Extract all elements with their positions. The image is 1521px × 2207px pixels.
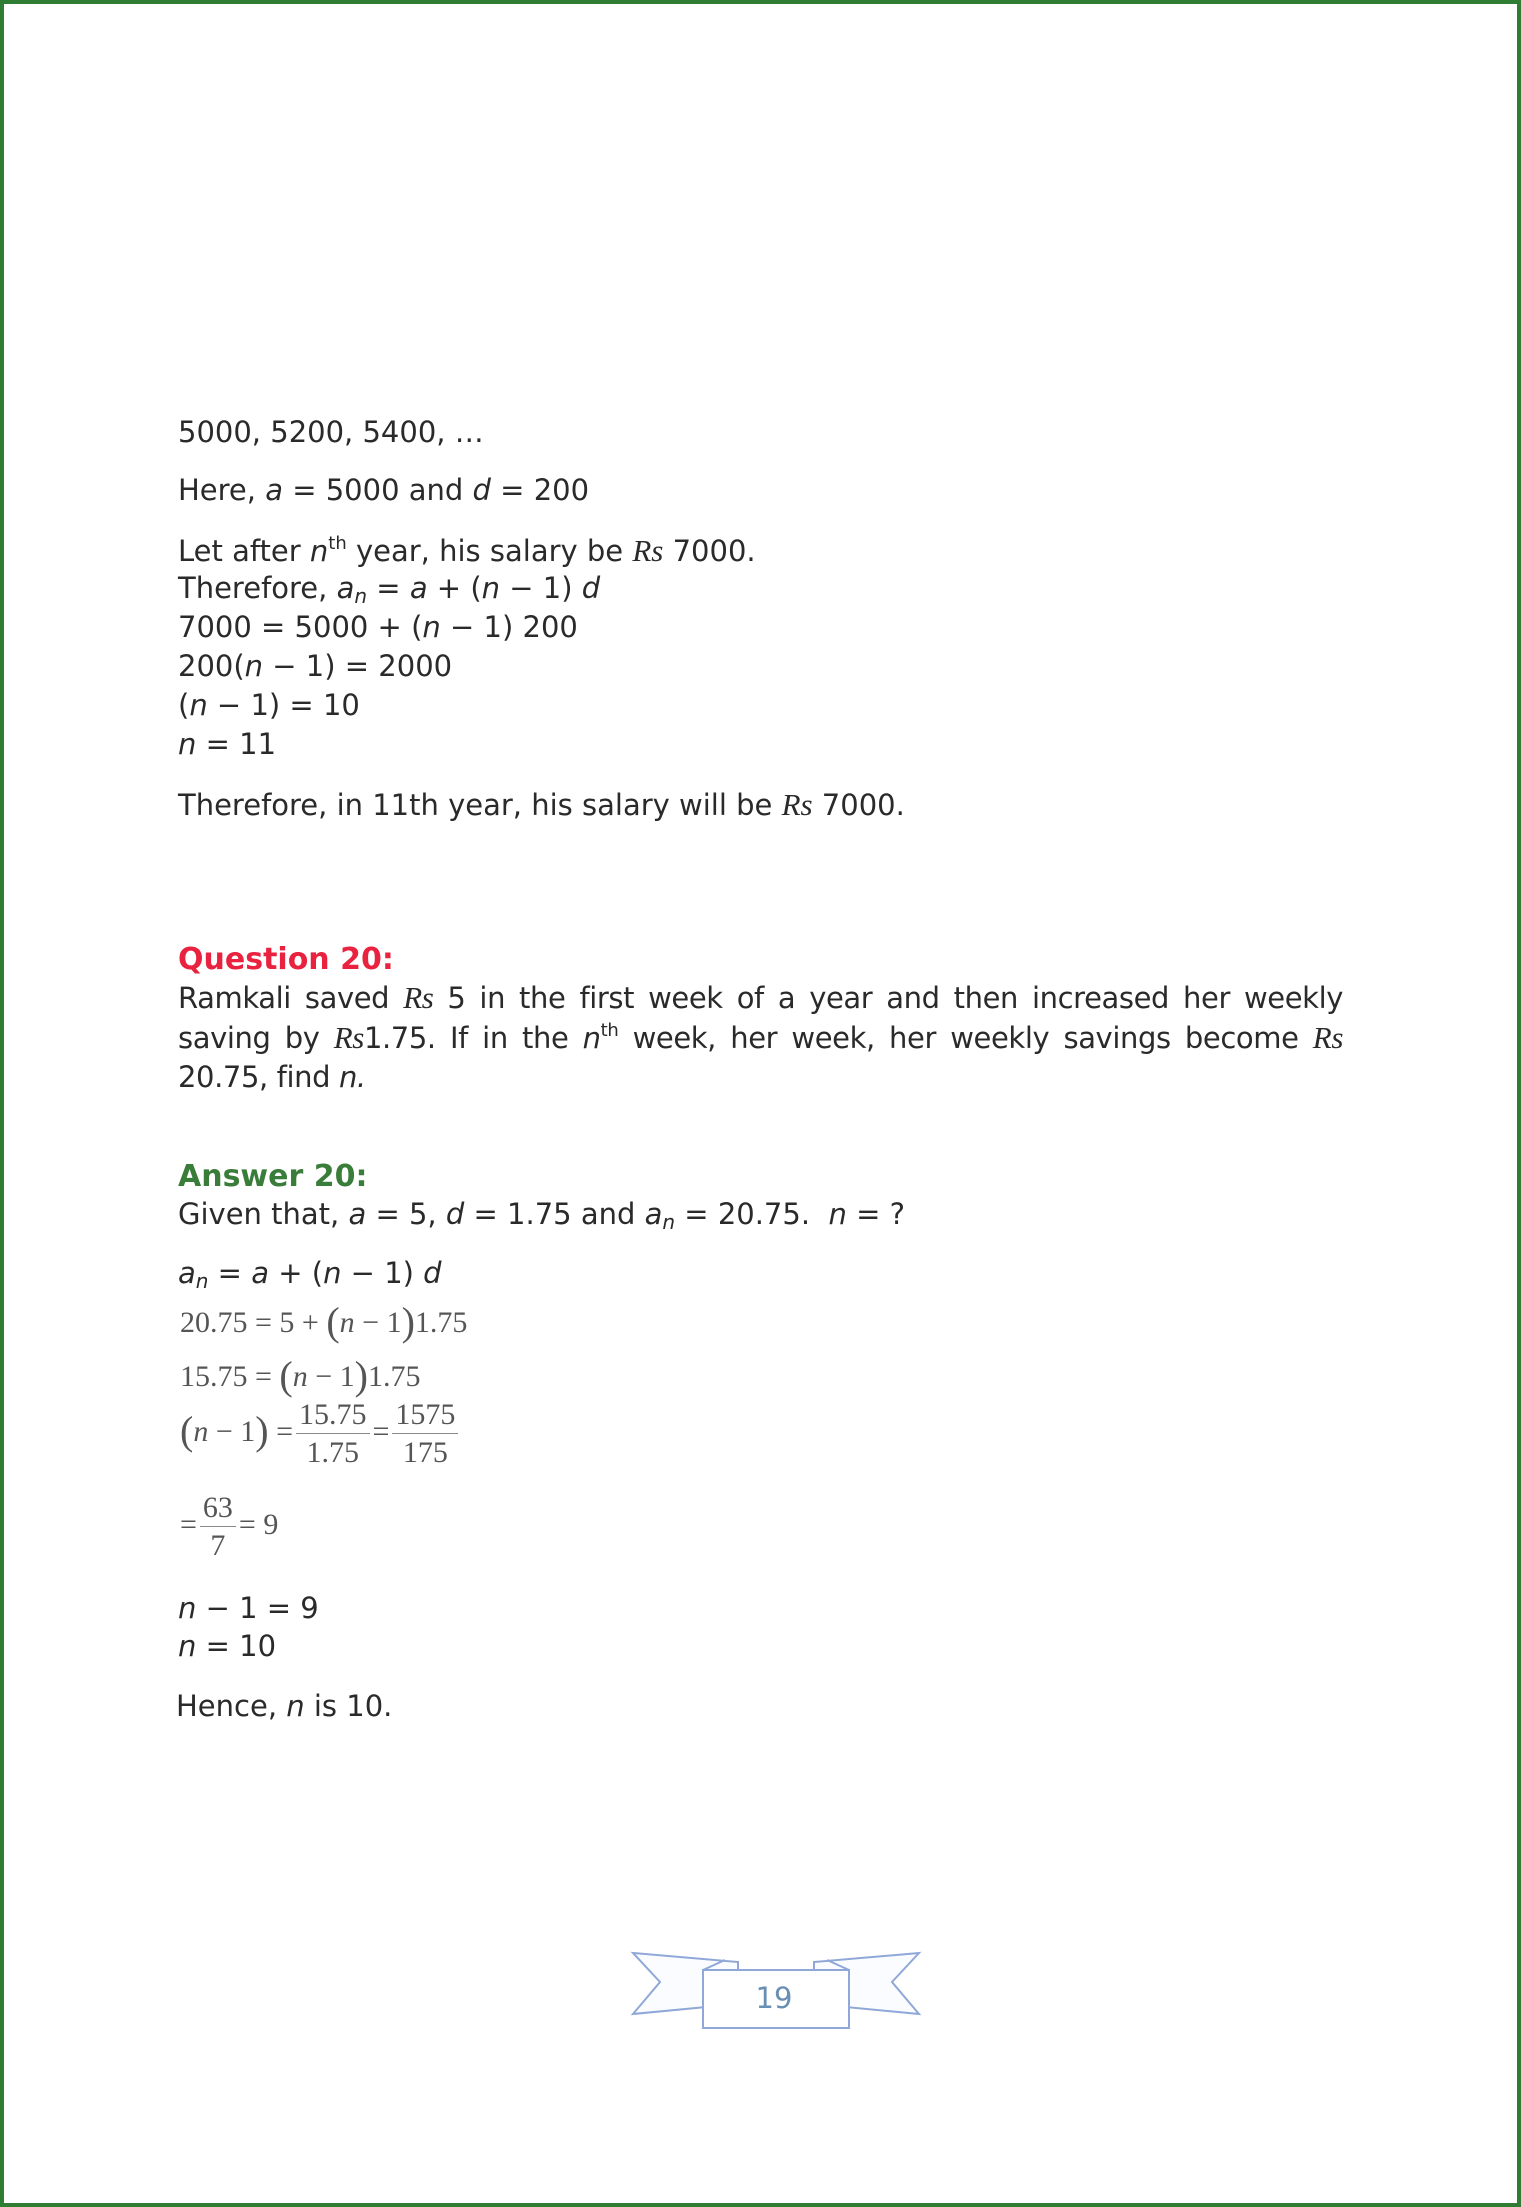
subscript: n [662, 1210, 676, 1234]
text: 20.75, find [178, 1060, 339, 1094]
text: = 9 [238, 1507, 279, 1541]
var-n: n [286, 1689, 305, 1723]
given-line [178, 1197, 906, 1234]
question-text [178, 978, 1343, 1097]
denominator: 1.75 [306, 1436, 359, 1469]
text: is 10. [304, 1689, 393, 1723]
numerator: 15.75 [296, 1400, 370, 1434]
let-line [178, 535, 756, 566]
superscript: th [328, 533, 347, 554]
text: 7000. [812, 788, 905, 822]
text: . [356, 1060, 366, 1094]
step-line: 200(n − 1) = 2000 [178, 649, 453, 683]
var-a: a [348, 1197, 367, 1231]
text: = 1.75 and [464, 1197, 645, 1231]
text: = 5, [366, 1197, 446, 1231]
question-heading: Question 20: [178, 942, 394, 977]
text: = [372, 1414, 390, 1448]
step-line: n = 10 [178, 1629, 277, 1663]
text: = [180, 1507, 197, 1541]
text: Given that, [178, 1197, 349, 1231]
fraction [200, 1493, 236, 1561]
formula-line: $a_n = a + (n - 1)$ d [178, 1256, 442, 1293]
text: week, her week, her weekly savings become [618, 1021, 1313, 1055]
denominator: 7 [210, 1529, 226, 1562]
conclusion-line [176, 1689, 393, 1723]
text: = 200 [490, 473, 590, 507]
here-line [178, 473, 590, 507]
conclusion-line [178, 789, 905, 820]
text: Ramkali saved [178, 981, 404, 1015]
var-a: a [265, 473, 283, 507]
numerator: 1575 [392, 1400, 458, 1434]
denominator: 175 [402, 1436, 448, 1469]
var-a: a [644, 1197, 663, 1231]
text: 7000. [663, 534, 756, 568]
equation-2: 15.75 = (n − 1)1.75 [180, 1353, 421, 1398]
currency-symbol: Rs [333, 1020, 364, 1055]
formula-line: Therefore, $a_n = a + (n - 1)$ d [178, 571, 601, 608]
numerator: 63 [200, 1493, 236, 1527]
currency-symbol: Rs [403, 980, 434, 1015]
text: year, his salary be [346, 534, 633, 568]
text: Let after [178, 534, 310, 568]
currency-symbol: Rs [632, 533, 664, 568]
var-d: d [445, 1197, 465, 1231]
text: 5 in the first week of a year and then increased her weekly saving by [178, 981, 1343, 1055]
equation-1: 20.75 = 5 + (n − 1)1.75 [180, 1299, 468, 1344]
step-line: n = 11 [178, 727, 277, 761]
text: Here, [178, 473, 266, 507]
answer-heading: Answer 20: [178, 1159, 368, 1194]
fraction [296, 1400, 370, 1468]
sequence-line: 5000, 5200, 5400, … [178, 415, 484, 449]
text: Therefore, in 11th year, his salary will be [178, 788, 782, 822]
text: = ? [846, 1197, 906, 1231]
var-n: n [828, 1197, 847, 1231]
text: Therefore, [178, 571, 337, 605]
step-line: 7000 = 5000 + (n − 1) 200 [178, 610, 578, 644]
currency-symbol: Rs [781, 787, 813, 822]
var-n: n [309, 534, 329, 568]
currency-symbol: Rs [1312, 1020, 1343, 1055]
equation-3: (n − 1) = $\frac{15.75}{1.75}$ = $\frac{1575}{175}$ [180, 1400, 461, 1468]
fraction [392, 1400, 458, 1468]
var-n: n [582, 1021, 601, 1055]
step-line: (n − 1) = 10 [178, 688, 360, 722]
step-line: n − 1 = 9 [178, 1591, 319, 1625]
page-number: 19 [755, 1981, 793, 2015]
var-d: d [472, 473, 491, 507]
text: Hence, [176, 1689, 287, 1723]
var-n: n [338, 1060, 357, 1094]
equation-4 [180, 1493, 278, 1561]
subscript: n [195, 1269, 209, 1293]
var-a: a [178, 1256, 196, 1290]
superscript: th [600, 1020, 619, 1041]
text: = 20.75. [675, 1197, 829, 1231]
text: = 5000 and [283, 473, 473, 507]
text: 1.75. If in the [363, 1021, 583, 1055]
